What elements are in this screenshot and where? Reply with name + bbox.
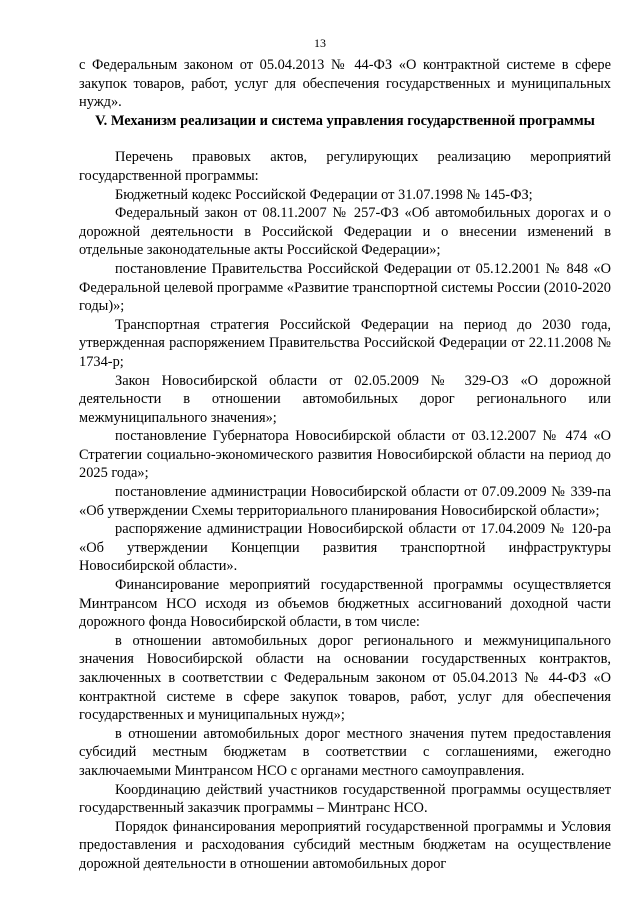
intro-paragraph: с Федеральным законом от 05.04.2013 № 44-ФЗ «О контрактной системе в сфере закупок товаров, работ, услуг для обеспечения государственных и муниципальных нужд». <box>79 57 611 111</box>
paragraph: Федеральный закон от 08.11.2007 № 257-ФЗ «Об автомобильных дорогах и о дорожной деятельности в Российской Федерации и о внесении изменений в отдельные законодательные акты Российской Федерации»; <box>79 205 611 259</box>
paragraph: постановление Правительства Российской Федерации от 05.12.2001 № 848 «О Федеральной целевой программе «Развитие транспортной системы России (2010-2020 годы)»; <box>79 260 611 315</box>
document-body <box>79 56 611 874</box>
paragraph: Перечень правовых актов, регулирующих реализацию мероприятий государственной программы: <box>79 149 611 184</box>
paragraph: Финансирование мероприятий государственной программы осуществляется Минтрансом НСО исходя из объемов бюджетных ассигнований доходной части дорожного фонда Новосибирской области, в том числе: <box>79 577 611 631</box>
paragraph: Транспортная стратегия Российской Федерации на период до 2030 года, утвержденная распоряжением Правительства Российской Федерации от 22.11.2008 № 1734-р; <box>79 316 611 370</box>
paragraph: в отношении автомобильных дорог регионального и межмуниципального значения Новосибирской области на основании государственных контрактов, заключенных в соответствии с Федеральным законом от 05.04.2013 № 44-ФЗ «О контрактной системе в сфере закупок товаров, работ, услуг для обеспечения государственных и муниципальных нужд»; <box>79 632 611 724</box>
paragraph: Координацию действий участников государственной программы осуществляет государственный заказчик программы – Минтранс НСО. <box>79 781 611 817</box>
paragraph: постановление администрации Новосибирской области от 07.09.2009 № 339-па «Об утверждении Схемы территориального планирования Новосибирской области»; <box>79 484 611 519</box>
paragraph: постановление Губернатора Новосибирской области от 03.12.2007 № 474 «О Стратегии социально-экономического развития Новосибирской области на период до 2025 года»; <box>79 428 611 482</box>
paragraph: распоряжение администрации Новосибирской области от 17.04.2009 № 120-ра «Об утверждении Концепции развития транспортной инфраструктуры Новосибирской области». <box>79 521 611 575</box>
section-heading: V. Механизм реализации и система управления государственной программы <box>95 112 595 129</box>
page-number: 13 <box>314 36 326 50</box>
paragraph: Закон Новосибирской области от 02.05.2009 № 329-ОЗ «О дорожной деятельности в отношении автомобильных дорог регионального или межмуниципального значения»; <box>79 372 611 426</box>
paragraph: Бюджетный кодекс Российской Федерации от 31.07.1998 № 145-ФЗ; <box>115 186 533 203</box>
paragraph: в отношении автомобильных дорог местного значения путем предоставления субсидий местным бюджетам в соответствии с соглашениями, ежегодно заключаемыми Минтрансом НСО с органами местного самоуправления. <box>79 725 611 779</box>
paragraph: Порядок финансирования мероприятий государственной программы и Условия предоставления и расходования субсидий местным бюджетам на осуществление дорожной деятельности в отношении автомобильных дорог <box>79 818 611 872</box>
